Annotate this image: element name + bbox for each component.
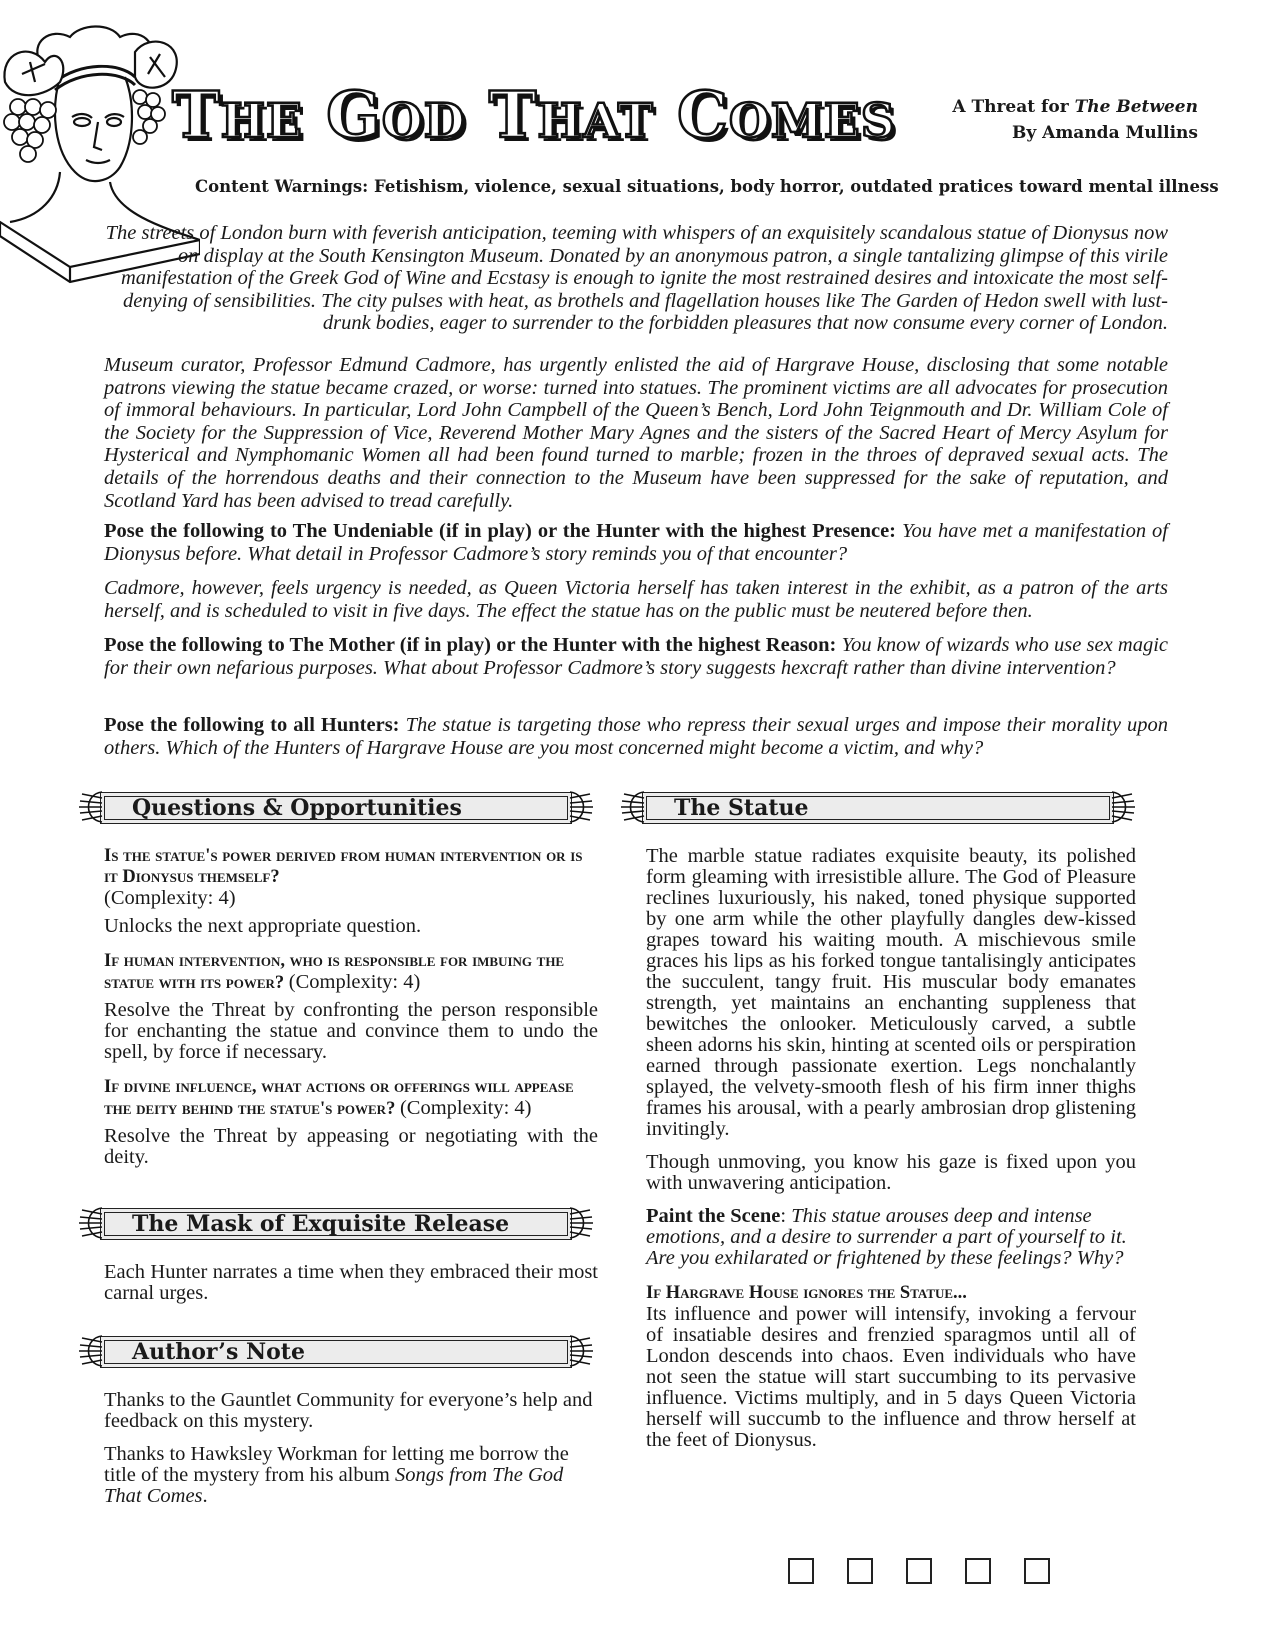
title-word-4: COMES xyxy=(676,78,896,153)
banner-ornament-left xyxy=(78,1206,104,1240)
countdown-box-2[interactable] xyxy=(847,1558,873,1584)
title-word-1: THE xyxy=(172,78,303,153)
mask-text: Each Hunter narrates a time when they embraced their most carnal urges. xyxy=(104,1261,598,1304)
mask-heading: The Mask of Exquisite Release xyxy=(132,1211,510,1237)
banner-ornament-left xyxy=(620,790,646,824)
intro-paragraph: The streets of London burn with feverish anticipation, teeming with whispers of an exquisitely scandalous statue of Dionysus now on display at the South Kensington Museum. Donated by an anonymous patron, a single tantalizing glimpse of this virile manifestation of the Greek God of Wine and Ecstasy is enough to ignite the most restrained desires and intoxicate the most self-denying of sensibilities. The city pulses with heat, as brothels and flagellation houses like The Garden of Hedon swell with lust-drunk bodies, eager to surrender to the forbidden pleasures that now consume every corner of London. xyxy=(105,222,1168,335)
author-note-p1: Thanks to the Gauntlet Community for everyone’s help and feedback on this mystery. xyxy=(104,1389,593,1432)
countdown-box-1[interactable] xyxy=(788,1558,814,1584)
statue-heading: The Statue xyxy=(674,795,809,821)
page-title xyxy=(172,78,896,153)
questions-banner xyxy=(78,790,594,824)
question-1: Is the statue's power derived from human intervention or is it Dionysus themself? (Complexity: 4) xyxy=(104,846,583,909)
banner-ornament-right xyxy=(1110,790,1136,824)
questions-list xyxy=(104,846,598,1168)
threat-line: A Threat for The Between xyxy=(952,97,1198,117)
title-word-3: THAT xyxy=(488,78,654,153)
title-word-2: GOD xyxy=(326,78,466,153)
question-3-result: Resolve the Threat by appeasing or negotiating with the deity. xyxy=(104,1125,598,1168)
pose-mother: Pose the following to The Mother (if in play) or the Hunter with the highest Reason: You know of wizards who use sex magic for their own nefarious purposes. What about Professor Cadmore’s story suggests hexcraft rather than divine intervention? xyxy=(104,634,1169,679)
ignore-text: Its influence and power will intensify, invoking a fervour of insatiable desires and frenzied sparagmos until all of London descends into chaos. Even individuals who have not seen the statue will start succumbing to its pervasive influence. Victims multiply, and in 5 days Queen Victoria herself will succumb to the influence and throw herself at the feet of Dionysus. xyxy=(646,1303,1136,1451)
countdown-box-4[interactable] xyxy=(965,1558,991,1584)
statue-gaze: Though unmoving, you know his gaze is fixed upon you with unwavering anticipation. xyxy=(646,1151,1136,1194)
author-note-banner xyxy=(78,1334,594,1368)
author-note-heading: Author’s Note xyxy=(132,1339,305,1365)
author-line: By Amanda Mullins xyxy=(1011,123,1198,143)
byline xyxy=(952,94,1198,146)
paint-the-scene: Paint the Scene: This statue arouses deep and intense emotions, and a desire to surrender a part of yourself to it. Are you exhilarated or frightened by these feelings? Why? xyxy=(646,1205,1127,1269)
statue-description: The marble statue radiates exquisite beauty, its polished form gleaming with irresistible allure. The God of Pleasure reclines luxuriously, his naked, toned physique supported by one arm while the other playfully dangles dew-kissed grapes toward his waiting mouth. A mischievous smile graces his lips as his forked tongue tantalisingly anticipates the succulent, tangy fruit. His muscular body emanates strength, yet maintains an enchanting suppleness that bewitches the onlooker. Meticulously carved, a subtle sheen adorns his skin, hinting at scented oils or perspiration earned through passionate exertion. Legs nonchalantly splayed, the velvety-smooth flesh of his firm inner thighs frames his arousal, with a pearly ambrosian drop glistening invitingly. xyxy=(646,845,1136,1140)
content-warnings: Content Warnings: Fetishism, violence, sexual situations, body horror, outdated pratices toward mental illness xyxy=(195,177,1219,196)
mask-banner xyxy=(78,1206,594,1240)
question-1-result: Unlocks the next appropriate question. xyxy=(104,915,422,937)
question-3: If divine influence, what actions or offerings will appease the deity behind the statue's power? (Complexity: 4) xyxy=(104,1077,574,1119)
ignore-heading: If Hargrave House ignores the Statue... xyxy=(646,1283,967,1303)
banner-ornament-left xyxy=(78,1334,104,1368)
question-2-result: Resolve the Threat by confronting the person responsible for enchanting the statue and convince them to undo the spell, by force if necessary. xyxy=(104,999,598,1063)
pose-all-hunters: Pose the following to all Hunters: The statue is targeting those who repress their sexual urges and impose their morality upon others. Which of the Hunters of Hargrave House are you most concerned might become a victim, and why? xyxy=(104,714,1169,759)
statue-banner xyxy=(620,790,1136,824)
curator-paragraph: Museum curator, Professor Edmund Cadmore, has urgently enlisted the aid of Hargrave House, disclosing that some notable patrons viewing the statue became crazed, or worse: turned into statues. The prominent victims are all advocates for prosecution of immoral behaviours. In particular, Lord John Campbell of the Queen’s Bench, Lord John Teignmouth and Dr. William Cole of the Society for the Suppression of Vice, Reverend Mother Mary Agnes and the sisters of the Sacred Heart of Mercy Asylum for Hysterical and Nymphomanic Women all had been found turned to marble; frozen in the throes of depraved sexual acts. The details of the horrendous deaths and their connection to the Museum have been suppressed for the sake of reputation, and Scotland Yard has been advised to tread carefully. xyxy=(104,354,1168,512)
questions-heading: Questions & Opportunities xyxy=(132,795,462,821)
pose-undeniable: Pose the following to The Undeniable (if in play) or the Hunter with the highest Presence: You have met a manifestation of Dionysus before. What detail in Professor Cadmore’s story reminds you of that encounter? xyxy=(104,520,1169,565)
statue-section xyxy=(646,846,1136,1451)
banner-ornament-right xyxy=(568,790,594,824)
banner-ornament-right xyxy=(568,1206,594,1240)
countdown-box-5[interactable] xyxy=(1024,1558,1050,1584)
banner-ornament-left xyxy=(78,790,104,824)
countdown-box-3[interactable] xyxy=(906,1558,932,1584)
urgency-paragraph: Cadmore, however, feels urgency is needed, as Queen Victoria herself has taken interest in the exhibit, as a patron of the arts herself, and is scheduled to visit in five days. The effect the statue has on the public must be neutered before then. xyxy=(104,577,1168,622)
banner-ornament-right xyxy=(568,1334,594,1368)
author-note-p2: Thanks to Hawksley Workman for letting me borrow the title of the mystery from his album Songs from The God That Comes. xyxy=(104,1443,569,1507)
author-note-text xyxy=(104,1390,598,1507)
question-2: If human intervention, who is responsible for imbuing the statue with its power? (Complexity: 4) xyxy=(104,951,565,993)
